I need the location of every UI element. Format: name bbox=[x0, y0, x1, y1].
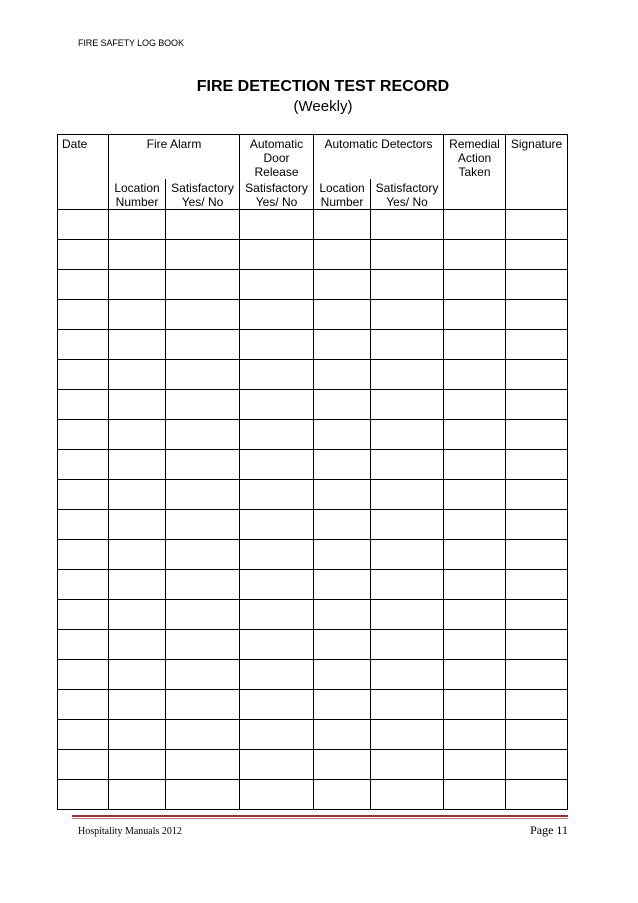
door-satisfactory-cell[interactable] bbox=[240, 690, 314, 720]
door-satisfactory-line-2: Yes/ No bbox=[255, 195, 298, 209]
fa-satisfactory-cell[interactable] bbox=[166, 600, 240, 630]
table-row bbox=[58, 300, 568, 330]
signature-cell[interactable] bbox=[506, 690, 568, 720]
ad-satisfactory-cell[interactable] bbox=[371, 720, 444, 750]
footer-page-number: Page 11 bbox=[530, 823, 568, 837]
fa-satisfactory-cell[interactable] bbox=[166, 300, 240, 330]
fa-satisfactory-cell[interactable] bbox=[166, 330, 240, 360]
date-cell[interactable] bbox=[58, 420, 109, 450]
door-release-satisfactory-header bbox=[240, 179, 314, 210]
remedial-action-cell[interactable] bbox=[444, 570, 506, 600]
ad-location-line-2: Number bbox=[320, 195, 364, 209]
signature-cell[interactable] bbox=[506, 600, 568, 630]
ad-satisfactory-cell[interactable] bbox=[371, 600, 444, 630]
remedial-action-cell[interactable] bbox=[444, 360, 506, 390]
door-satisfactory-cell[interactable] bbox=[240, 240, 314, 270]
signature-cell[interactable] bbox=[506, 660, 568, 690]
remedial-action-cell[interactable] bbox=[444, 690, 506, 720]
remedial-action-cell[interactable] bbox=[444, 420, 506, 450]
fa-satisfactory-cell[interactable] bbox=[166, 540, 240, 570]
fire-alarm-satisfactory-header bbox=[166, 179, 240, 210]
remedial-action-cell[interactable] bbox=[444, 270, 506, 300]
ad-location-cell[interactable] bbox=[314, 210, 371, 240]
signature-cell[interactable] bbox=[506, 450, 568, 480]
date-cell[interactable] bbox=[58, 690, 109, 720]
remedial-action-cell[interactable] bbox=[444, 210, 506, 240]
signature-cell[interactable] bbox=[506, 480, 568, 510]
detectors-location-header bbox=[314, 179, 371, 210]
remedial-action-header bbox=[444, 135, 506, 210]
door-satisfactory-cell[interactable] bbox=[240, 270, 314, 300]
remedial-action-cell[interactable] bbox=[444, 240, 506, 270]
signature-cell[interactable] bbox=[506, 390, 568, 420]
signature-cell[interactable] bbox=[506, 420, 568, 450]
remedial-action-cell[interactable] bbox=[444, 750, 506, 780]
table-row bbox=[58, 330, 568, 360]
signature-cell[interactable] bbox=[506, 240, 568, 270]
ad-satisfactory-cell[interactable] bbox=[371, 360, 444, 390]
fa-satisfactory-cell[interactable] bbox=[166, 510, 240, 540]
automatic-detectors-header: Automatic Detectors bbox=[314, 135, 444, 180]
ad-location-cell[interactable] bbox=[314, 510, 371, 540]
signature-cell[interactable] bbox=[506, 750, 568, 780]
date-cell[interactable] bbox=[58, 450, 109, 480]
signature-cell[interactable] bbox=[506, 510, 568, 540]
fa-satisfactory-cell[interactable] bbox=[166, 690, 240, 720]
fa-location-cell[interactable] bbox=[109, 420, 166, 450]
ad-location-cell[interactable] bbox=[314, 630, 371, 660]
fa-location-cell[interactable] bbox=[109, 570, 166, 600]
door-satisfactory-cell[interactable] bbox=[240, 420, 314, 450]
table-row bbox=[58, 660, 568, 690]
date-cell[interactable] bbox=[58, 360, 109, 390]
fa-location-cell[interactable] bbox=[109, 330, 166, 360]
remedial-action-cell[interactable] bbox=[444, 720, 506, 750]
door-satisfactory-cell[interactable] bbox=[240, 390, 314, 420]
date-cell[interactable] bbox=[58, 330, 109, 360]
date-cell[interactable] bbox=[58, 660, 109, 690]
fa-satisfactory-cell[interactable] bbox=[166, 420, 240, 450]
ad-satisfactory-cell[interactable] bbox=[371, 480, 444, 510]
date-cell[interactable] bbox=[58, 480, 109, 510]
door-satisfactory-cell[interactable] bbox=[240, 570, 314, 600]
ad-satisfactory-cell[interactable] bbox=[371, 570, 444, 600]
date-cell[interactable] bbox=[58, 300, 109, 330]
fa-satisfactory-cell[interactable] bbox=[166, 450, 240, 480]
date-cell[interactable] bbox=[58, 390, 109, 420]
door-satisfactory-cell[interactable] bbox=[240, 480, 314, 510]
table-row bbox=[58, 450, 568, 480]
ad-location-cell[interactable] bbox=[314, 780, 371, 810]
ad-location-cell[interactable] bbox=[314, 300, 371, 330]
fa-satisfactory-cell[interactable] bbox=[166, 210, 240, 240]
date-cell[interactable] bbox=[58, 240, 109, 270]
ad-location-cell[interactable] bbox=[314, 540, 371, 570]
ad-satisfactory-line-1: Satisfactory bbox=[375, 181, 439, 195]
fa-location-cell[interactable] bbox=[109, 720, 166, 750]
automatic-door-line-2: Door bbox=[263, 151, 290, 165]
door-satisfactory-cell[interactable] bbox=[240, 510, 314, 540]
ad-location-cell[interactable] bbox=[314, 390, 371, 420]
door-satisfactory-cell[interactable] bbox=[240, 450, 314, 480]
fa-location-cell[interactable] bbox=[109, 750, 166, 780]
ad-location-cell[interactable] bbox=[314, 330, 371, 360]
remedial-action-cell[interactable] bbox=[444, 390, 506, 420]
door-satisfactory-cell[interactable] bbox=[240, 630, 314, 660]
ad-satisfactory-cell[interactable] bbox=[371, 240, 444, 270]
door-satisfactory-cell[interactable] bbox=[240, 660, 314, 690]
fa-satisfactory-cell[interactable] bbox=[166, 780, 240, 810]
ad-location-cell[interactable] bbox=[314, 480, 371, 510]
fa-satisfactory-cell[interactable] bbox=[166, 570, 240, 600]
door-satisfactory-cell[interactable] bbox=[240, 780, 314, 810]
ad-satisfactory-cell[interactable] bbox=[371, 540, 444, 570]
ad-location-cell[interactable] bbox=[314, 690, 371, 720]
signature-header: Signature bbox=[506, 135, 568, 210]
date-cell[interactable] bbox=[58, 540, 109, 570]
table-row bbox=[58, 540, 568, 570]
table-row bbox=[58, 420, 568, 450]
header-row bbox=[58, 135, 568, 180]
ad-location-cell[interactable] bbox=[314, 450, 371, 480]
ad-satisfactory-cell[interactable] bbox=[371, 780, 444, 810]
date-cell[interactable] bbox=[58, 600, 109, 630]
fa-satisfactory-cell[interactable] bbox=[166, 360, 240, 390]
page-subtitle: (Weekly) bbox=[293, 98, 353, 115]
fire-detection-log-table bbox=[57, 134, 568, 810]
footer-publisher: Hospitality Manuals 2012 bbox=[78, 826, 182, 837]
ad-location-cell[interactable] bbox=[314, 570, 371, 600]
fa-location-cell[interactable] bbox=[109, 780, 166, 810]
fa-location-line-1: Location bbox=[114, 181, 160, 195]
running-header: FIRE SAFETY LOG BOOK bbox=[78, 38, 184, 48]
date-cell[interactable] bbox=[58, 570, 109, 600]
remedial-action-cell[interactable] bbox=[444, 480, 506, 510]
page-title: FIRE DETECTION TEST RECORD bbox=[196, 78, 450, 95]
fa-satisfactory-cell[interactable] bbox=[166, 390, 240, 420]
log-body bbox=[58, 210, 568, 810]
date-cell[interactable] bbox=[58, 510, 109, 540]
table-row bbox=[58, 240, 568, 270]
ad-satisfactory-cell[interactable] bbox=[371, 660, 444, 690]
fa-location-cell[interactable] bbox=[109, 600, 166, 630]
signature-cell[interactable] bbox=[506, 630, 568, 660]
ad-satisfactory-cell[interactable] bbox=[371, 390, 444, 420]
remedial-action-cell[interactable] bbox=[444, 600, 506, 630]
ad-location-cell[interactable] bbox=[314, 750, 371, 780]
ad-location-cell[interactable] bbox=[314, 660, 371, 690]
automatic-door-line-3: Release bbox=[254, 165, 299, 179]
date-cell[interactable] bbox=[58, 630, 109, 660]
table-row bbox=[58, 780, 568, 810]
table-row bbox=[58, 630, 568, 660]
door-satisfactory-cell[interactable] bbox=[240, 600, 314, 630]
fa-satisfactory-line-1: Satisfactory bbox=[171, 181, 234, 195]
table-row bbox=[58, 690, 568, 720]
date-cell[interactable] bbox=[58, 750, 109, 780]
fa-satisfactory-line-2: Yes/ No bbox=[181, 195, 224, 209]
ad-satisfactory-cell[interactable] bbox=[371, 300, 444, 330]
ad-satisfactory-cell[interactable] bbox=[371, 510, 444, 540]
ad-satisfactory-cell[interactable] bbox=[371, 420, 444, 450]
fa-location-cell[interactable] bbox=[109, 210, 166, 240]
ad-satisfactory-cell[interactable] bbox=[371, 270, 444, 300]
door-satisfactory-cell[interactable] bbox=[240, 360, 314, 390]
remedial-action-cell[interactable] bbox=[444, 540, 506, 570]
table-row bbox=[58, 270, 568, 300]
date-cell[interactable] bbox=[58, 270, 109, 300]
automatic-door-release-header bbox=[240, 135, 314, 180]
signature-cell[interactable] bbox=[506, 210, 568, 240]
remedial-line-3: Taken bbox=[458, 165, 491, 179]
fa-location-cell[interactable] bbox=[109, 270, 166, 300]
fa-satisfactory-cell[interactable] bbox=[166, 660, 240, 690]
signature-cell[interactable] bbox=[506, 300, 568, 330]
table-row bbox=[58, 360, 568, 390]
signature-cell[interactable] bbox=[506, 330, 568, 360]
automatic-door-line-1: Automatic bbox=[249, 137, 304, 151]
fa-satisfactory-cell[interactable] bbox=[166, 720, 240, 750]
ad-satisfactory-line-2: Yes/ No bbox=[386, 195, 428, 209]
fa-satisfactory-cell[interactable] bbox=[166, 630, 240, 660]
signature-cell[interactable] bbox=[506, 360, 568, 390]
door-satisfactory-cell[interactable] bbox=[240, 750, 314, 780]
ad-location-cell[interactable] bbox=[314, 720, 371, 750]
ad-satisfactory-cell[interactable] bbox=[371, 210, 444, 240]
table-row bbox=[58, 750, 568, 780]
date-cell[interactable] bbox=[58, 210, 109, 240]
table-row bbox=[58, 570, 568, 600]
fa-location-cell[interactable] bbox=[109, 480, 166, 510]
fa-location-cell[interactable] bbox=[109, 240, 166, 270]
door-satisfactory-cell[interactable] bbox=[240, 330, 314, 360]
date-header: Date bbox=[58, 135, 109, 210]
fa-location-line-2: Number bbox=[115, 195, 159, 209]
door-satisfactory-cell[interactable] bbox=[240, 300, 314, 330]
ad-satisfactory-cell[interactable] bbox=[371, 450, 444, 480]
ad-location-cell[interactable] bbox=[314, 360, 371, 390]
ad-satisfactory-cell[interactable] bbox=[371, 750, 444, 780]
remedial-action-cell[interactable] bbox=[444, 450, 506, 480]
table-row bbox=[58, 480, 568, 510]
fa-location-cell[interactable] bbox=[109, 540, 166, 570]
fa-location-cell[interactable] bbox=[109, 300, 166, 330]
fa-satisfactory-cell[interactable] bbox=[166, 240, 240, 270]
ad-location-cell[interactable] bbox=[314, 600, 371, 630]
fa-satisfactory-cell[interactable] bbox=[166, 270, 240, 300]
signature-cell[interactable] bbox=[506, 270, 568, 300]
table-row bbox=[58, 510, 568, 540]
table-row bbox=[58, 390, 568, 420]
ad-satisfactory-cell[interactable] bbox=[371, 630, 444, 660]
remedial-action-cell[interactable] bbox=[444, 330, 506, 360]
signature-cell[interactable] bbox=[506, 720, 568, 750]
table-row bbox=[58, 600, 568, 630]
door-satisfactory-cell[interactable] bbox=[240, 210, 314, 240]
fa-location-cell[interactable] bbox=[109, 450, 166, 480]
detectors-satisfactory-header bbox=[371, 179, 444, 210]
fa-satisfactory-cell[interactable] bbox=[166, 480, 240, 510]
door-satisfactory-cell[interactable] bbox=[240, 540, 314, 570]
remedial-line-2: Action bbox=[457, 151, 492, 165]
signature-cell[interactable] bbox=[506, 540, 568, 570]
remedial-action-cell[interactable] bbox=[444, 630, 506, 660]
fa-location-cell[interactable] bbox=[109, 660, 166, 690]
remedial-line-1: Remedial bbox=[449, 137, 500, 151]
remedial-action-cell[interactable] bbox=[444, 300, 506, 330]
fire-alarm-location-header bbox=[109, 179, 166, 210]
signature-cell[interactable] bbox=[506, 780, 568, 810]
door-satisfactory-line-1: Satisfactory bbox=[245, 181, 308, 195]
fa-location-cell[interactable] bbox=[109, 510, 166, 540]
fa-satisfactory-cell[interactable] bbox=[166, 750, 240, 780]
table-row bbox=[58, 720, 568, 750]
date-cell[interactable] bbox=[58, 720, 109, 750]
fa-location-cell[interactable] bbox=[109, 390, 166, 420]
remedial-action-cell[interactable] bbox=[444, 510, 506, 540]
fa-location-cell[interactable] bbox=[109, 690, 166, 720]
ad-location-cell[interactable] bbox=[314, 240, 371, 270]
ad-satisfactory-cell[interactable] bbox=[371, 690, 444, 720]
remedial-action-cell[interactable] bbox=[444, 780, 506, 810]
date-cell[interactable] bbox=[58, 780, 109, 810]
ad-location-cell[interactable] bbox=[314, 420, 371, 450]
signature-cell[interactable] bbox=[506, 570, 568, 600]
ad-location-cell[interactable] bbox=[314, 270, 371, 300]
fire-alarm-header: Fire Alarm bbox=[109, 135, 240, 180]
ad-location-line-1: Location bbox=[319, 181, 365, 195]
door-satisfactory-cell[interactable] bbox=[240, 720, 314, 750]
footer-rule bbox=[72, 815, 568, 817]
footer-rule-thin bbox=[72, 818, 568, 819]
fa-location-cell[interactable] bbox=[109, 360, 166, 390]
ad-satisfactory-cell[interactable] bbox=[371, 330, 444, 360]
remedial-action-cell[interactable] bbox=[444, 660, 506, 690]
fa-location-cell[interactable] bbox=[109, 630, 166, 660]
table-row bbox=[58, 210, 568, 240]
